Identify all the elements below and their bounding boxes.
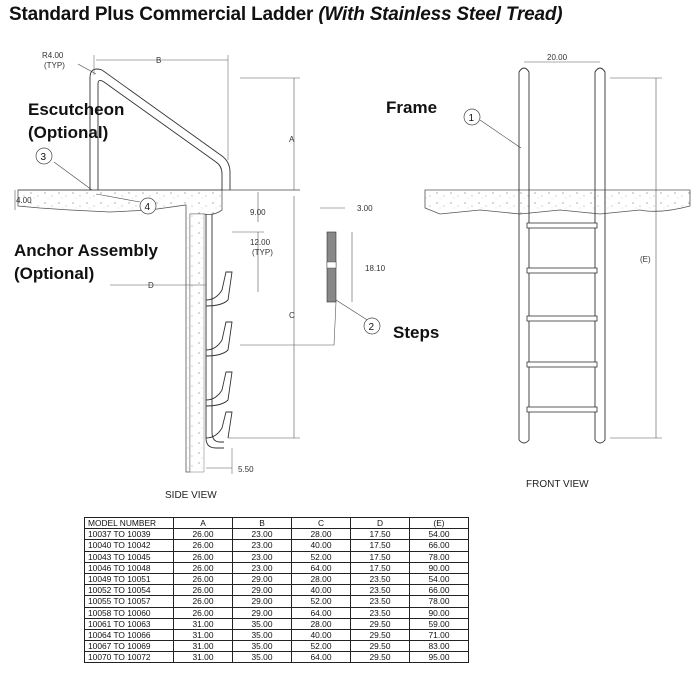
table-row: [85, 596, 469, 607]
table-cell: 17.50: [351, 540, 410, 551]
balloon-anchor-number: 4: [144, 202, 151, 213]
table-cell: 35.00: [233, 641, 292, 652]
table-cell: 54.00: [410, 529, 469, 540]
table-cell: 26.00: [174, 551, 233, 562]
table-cell: 90.00: [410, 562, 469, 573]
dim-twelve-typ: (TYP): [252, 248, 273, 257]
table-cell: 29.50: [351, 641, 410, 652]
balloon-frame: [464, 109, 480, 125]
table-row: [85, 641, 469, 652]
table-cell: 31.00: [174, 641, 233, 652]
table-cell: 23.50: [351, 596, 410, 607]
front-deck-slab: [425, 190, 690, 214]
table-cell: 31.00: [174, 629, 233, 640]
table-cell: 26.00: [174, 585, 233, 596]
table-header-cell: B: [233, 518, 292, 529]
table-cell: 10061 TO 10063: [85, 618, 174, 629]
dim-offset-label: 5.50: [238, 465, 254, 474]
side-view-label: SIDE VIEW: [165, 490, 217, 501]
dim-width-label: 20.00: [547, 53, 568, 62]
table-cell: 17.50: [351, 562, 410, 573]
anchor-label-1: Anchor Assembly: [14, 241, 158, 260]
front-rails: [519, 68, 605, 443]
table-cell: 71.00: [410, 629, 469, 640]
table-cell: 29.50: [351, 618, 410, 629]
balloon-escutcheon-number: 3: [40, 152, 47, 163]
dim-c-label: C: [289, 311, 295, 320]
tread-profile-gap: [327, 262, 336, 268]
table-cell: 23.00: [233, 540, 292, 551]
dim-deck-label: 4.00: [16, 196, 32, 205]
balloon-steps-number: 2: [368, 322, 375, 333]
table-cell: 23.50: [351, 573, 410, 584]
balloon-escutcheon: [36, 148, 52, 164]
dim-tread-w-label: 3.00: [357, 204, 373, 213]
side-treads: [206, 272, 232, 438]
anchor-label-2: (Optional): [14, 264, 95, 283]
dim-a-label: A: [289, 135, 295, 144]
dim-e-label: (E): [640, 255, 651, 264]
table-row: [85, 607, 469, 618]
table-cell: 66.00: [410, 585, 469, 596]
table-cell: 10070 TO 10072: [85, 652, 174, 663]
table-cell: 54.00: [410, 573, 469, 584]
table-cell: 66.00: [410, 540, 469, 551]
table-cell: 10043 TO 10045: [85, 551, 174, 562]
dim-b-label: B: [156, 56, 162, 65]
table-cell: 23.00: [233, 551, 292, 562]
table-cell: 10058 TO 10060: [85, 607, 174, 618]
table-cell: 26.00: [174, 573, 233, 584]
table-cell: 29.00: [233, 585, 292, 596]
table-cell: 35.00: [233, 618, 292, 629]
table-cell: 17.50: [351, 529, 410, 540]
table-cell: 78.00: [410, 551, 469, 562]
table-cell: 10037 TO 10039: [85, 529, 174, 540]
table-cell: 29.00: [233, 573, 292, 584]
table-cell: 10067 TO 10069: [85, 641, 174, 652]
frame-label: Frame: [386, 98, 438, 117]
table-cell: 29.50: [351, 629, 410, 640]
table-cell: 28.00: [292, 529, 351, 540]
table-row: [85, 629, 469, 640]
table-cell: 40.00: [292, 585, 351, 596]
table-cell: 78.00: [410, 596, 469, 607]
table-cell: 52.00: [292, 596, 351, 607]
table-cell: 26.00: [174, 540, 233, 551]
table-header-cell: (E): [410, 518, 469, 529]
dim-nine-label: 9.00: [250, 208, 266, 217]
balloon-frame-number: 1: [468, 113, 475, 124]
table-row: [85, 618, 469, 629]
side-handrail-inner: [98, 80, 222, 190]
table-row: [85, 585, 469, 596]
table-cell: 95.00: [410, 652, 469, 663]
escutcheon-label-2: (Optional): [28, 123, 109, 142]
table-cell: 52.00: [292, 641, 351, 652]
dim-d-label: D: [148, 281, 154, 290]
table-cell: 64.00: [292, 652, 351, 663]
side-wall: [190, 214, 204, 472]
front-view-label: FRONT VIEW: [526, 479, 589, 490]
radius-leader: [78, 64, 96, 74]
side-leg: [206, 214, 224, 448]
escutcheon-leader: [54, 162, 92, 190]
title-main: Standard Plus Commercial Ladder: [9, 4, 319, 25]
table-cell: 31.00: [174, 618, 233, 629]
table-cell: 10040 TO 10042: [85, 540, 174, 551]
table-cell: 28.00: [292, 618, 351, 629]
table-header-cell: MODEL NUMBER: [85, 518, 174, 529]
table-cell: 29.00: [233, 596, 292, 607]
table-cell: 23.00: [233, 529, 292, 540]
table-row: [85, 551, 469, 562]
dim-twelve-label: 12.00: [250, 238, 271, 247]
table-cell: 17.50: [351, 551, 410, 562]
table-cell: 40.00: [292, 540, 351, 551]
table-row: [85, 573, 469, 584]
table-header-cell: C: [292, 518, 351, 529]
table-cell: 10064 TO 10066: [85, 629, 174, 640]
title-italic: (With Stainless Steel Tread): [318, 4, 563, 25]
table-cell: 90.00: [410, 607, 469, 618]
table-cell: 26.00: [174, 607, 233, 618]
table-cell: 26.00: [174, 562, 233, 573]
table-header-cell: D: [351, 518, 410, 529]
frame-leader: [480, 120, 521, 148]
escutcheon-label-1: Escutcheon: [28, 100, 125, 119]
table-row: [85, 540, 469, 551]
table-row: [85, 562, 469, 573]
dim-tread-h-label: 18.10: [365, 264, 386, 273]
tread-leader: [240, 302, 336, 345]
table-cell: 29.50: [351, 652, 410, 663]
table-cell: 40.00: [292, 629, 351, 640]
table-cell: 10055 TO 10057: [85, 596, 174, 607]
table-cell: 26.00: [174, 529, 233, 540]
table-cell: 28.00: [292, 573, 351, 584]
table-cell: 23.00: [233, 562, 292, 573]
table-cell: 10049 TO 10051: [85, 573, 174, 584]
table-cell: 10046 TO 10048: [85, 562, 174, 573]
table-header-row: [85, 518, 469, 529]
table-cell: 26.00: [174, 596, 233, 607]
table-row: [85, 529, 469, 540]
balloon-anchor: [140, 198, 156, 214]
table-cell: 59.00: [410, 618, 469, 629]
dim-radius-label: R4.00: [42, 51, 64, 60]
table-cell: 83.00: [410, 641, 469, 652]
table-cell: 35.00: [233, 629, 292, 640]
table-cell: 64.00: [292, 562, 351, 573]
steps-leader: [336, 300, 372, 323]
steps-label: Steps: [393, 323, 440, 342]
dim-radius-typ: (TYP): [44, 61, 65, 70]
table-cell: 23.50: [351, 607, 410, 618]
table-cell: 10052 TO 10054: [85, 585, 174, 596]
table-cell: 64.00: [292, 607, 351, 618]
table-cell: 23.50: [351, 585, 410, 596]
model-spec-table: [84, 517, 469, 663]
table-cell: 31.00: [174, 652, 233, 663]
table-header-cell: A: [174, 518, 233, 529]
table-cell: 29.00: [233, 607, 292, 618]
balloon-steps: [364, 318, 380, 334]
table-cell: 52.00: [292, 551, 351, 562]
table-cell: 35.00: [233, 652, 292, 663]
front-steps: [527, 223, 597, 412]
table-row: [85, 652, 469, 663]
